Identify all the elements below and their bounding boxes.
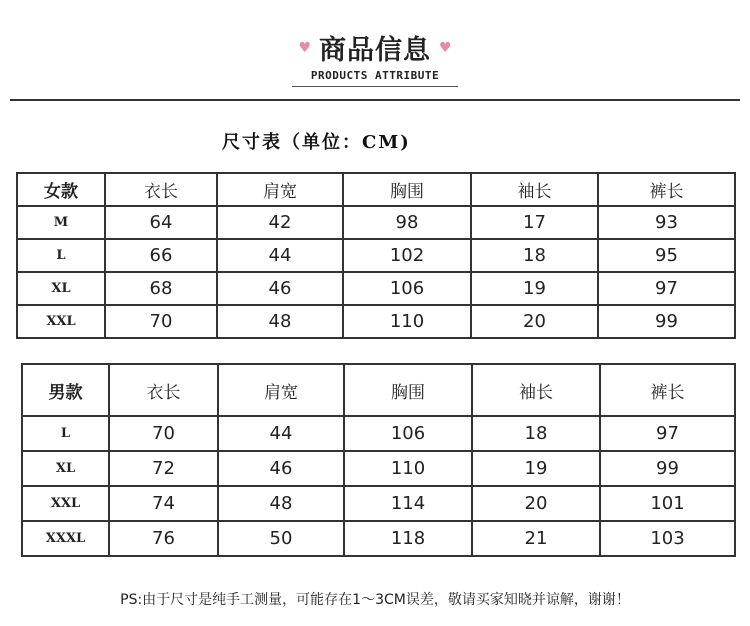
table-cell: 19 [471, 272, 598, 305]
header-cell: 袖长 [472, 364, 600, 416]
size-cell: XL [17, 272, 105, 305]
table-cell: 95 [598, 239, 735, 272]
size-chart-title: 尺寸表（单位：CM) [222, 132, 411, 153]
table-cell: 66 [105, 239, 217, 272]
table-cell: 98 [343, 206, 471, 239]
header-cell: 女款 [17, 173, 105, 206]
header-cell: 肩宽 [217, 173, 343, 206]
page-header [0, 28, 750, 82]
table-cell: 74 [109, 486, 218, 521]
men-size-table [21, 363, 736, 557]
table-row [22, 451, 735, 486]
table-row [22, 486, 735, 521]
table-cell: 97 [598, 272, 735, 305]
table-cell: 21 [472, 521, 600, 556]
size-cell: L [17, 239, 105, 272]
size-cell: XL [22, 451, 109, 486]
header-cell: 袖长 [471, 173, 598, 206]
table-cell: 118 [344, 521, 472, 556]
women-size-table [16, 172, 736, 339]
size-cell: XXL [22, 486, 109, 521]
subtitle-underline [292, 86, 458, 87]
table-cell: 106 [344, 416, 472, 451]
table-header-row [22, 364, 735, 416]
table-cell: 64 [105, 206, 217, 239]
size-cell: M [17, 206, 105, 239]
header-cell: 衣长 [109, 364, 218, 416]
header-cell: 胸围 [343, 173, 471, 206]
table-cell: 18 [471, 239, 598, 272]
table-cell: 70 [109, 416, 218, 451]
table-cell: 106 [343, 272, 471, 305]
table-cell: 20 [471, 305, 598, 338]
table-cell: 44 [218, 416, 344, 451]
table-cell: 97 [600, 416, 735, 451]
header-cell: 肩宽 [218, 364, 344, 416]
table-cell: 18 [472, 416, 600, 451]
header-cell: 裤长 [600, 364, 735, 416]
heart-right-icon: ♥ [439, 39, 452, 56]
table-row [17, 206, 735, 239]
size-cell: XXL [17, 305, 105, 338]
table-cell: 19 [472, 451, 600, 486]
table-row [17, 272, 735, 305]
table-cell: 68 [105, 272, 217, 305]
table-row [17, 305, 735, 338]
table-cell: 76 [109, 521, 218, 556]
table-cell: 101 [600, 486, 735, 521]
table-cell: 110 [343, 305, 471, 338]
size-cell: XXXL [22, 521, 109, 556]
table-cell: 102 [343, 239, 471, 272]
table-row [22, 416, 735, 451]
table-cell: 99 [598, 305, 735, 338]
table-cell: 20 [472, 486, 600, 521]
table-cell: 70 [105, 305, 217, 338]
table-cell: 44 [217, 239, 343, 272]
page-title: 商品信息 [319, 35, 431, 66]
table-cell: 50 [218, 521, 344, 556]
table-cell: 72 [109, 451, 218, 486]
header-cell: 男款 [22, 364, 109, 416]
table-cell: 99 [600, 451, 735, 486]
table-cell: 114 [344, 486, 472, 521]
table-row [22, 521, 735, 556]
table-cell: 42 [217, 206, 343, 239]
table-cell: 46 [218, 451, 344, 486]
page-subtitle: PRODUCTS ATTRIBUTE [310, 69, 440, 82]
table-cell: 103 [600, 521, 735, 556]
header-cell: 衣长 [105, 173, 217, 206]
header-cell: 裤长 [598, 173, 735, 206]
table-cell: 110 [344, 451, 472, 486]
table-cell: 17 [471, 206, 598, 239]
measurement-note: PS:由于尺寸是纯手工测量，可能存在1～3CM误差，敬请买家知晓并谅解，谢谢！ [120, 592, 630, 608]
heart-left-icon: ♥ [298, 39, 311, 56]
table-header-row [17, 173, 735, 206]
header-divider [10, 99, 740, 101]
title-row [0, 28, 750, 67]
table-cell: 48 [218, 486, 344, 521]
table-row [17, 239, 735, 272]
table-cell: 93 [598, 206, 735, 239]
size-cell: L [22, 416, 109, 451]
header-cell: 胸围 [344, 364, 472, 416]
table-cell: 46 [217, 272, 343, 305]
table-cell: 48 [217, 305, 343, 338]
